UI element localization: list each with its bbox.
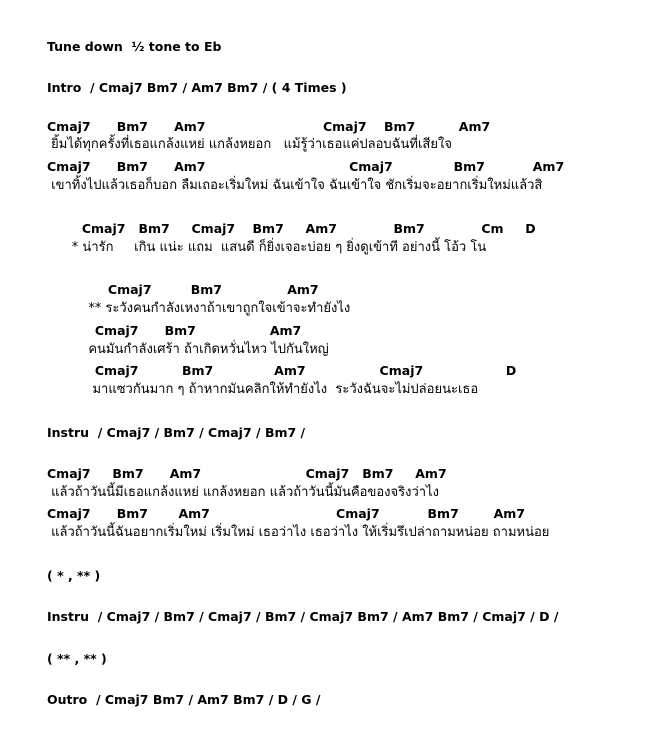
verse1-chords-2: Cmaj7 Bm7 Am7 Cmaj7 Bm7 Am7 — [47, 159, 565, 174]
verse2-lyrics-1: แล้วถ้าวันนี้มีเธอแกล้งแหย่ แกล้งหยอก แล้วถ้าวันนี้มันคือของจริงว่าไง — [47, 485, 439, 500]
outro-line: Outro / Cmaj7 Bm7 / Am7 Bm7 / D / G / — [47, 692, 321, 707]
verse2-chords-2: Cmaj7 Bm7 Am7 Cmaj7 Bm7 Am7 — [47, 506, 525, 521]
part-star-chords: Cmaj7 Bm7 Cmaj7 Bm7 Am7 Bm7 Cm D — [47, 221, 536, 236]
verse1-lyrics-1: ยิ้มได้ทุกครั้งที่เธอแกล้งแหย่ แกล้งหยอก แม้รู้ว่าเธอแค่ปลอบฉันที่เสียใจ — [47, 137, 452, 152]
part-star-lyrics: * น่ารัก เกิน แน่ะ แถม แสนดี ก็ยิ่งเจอะบ่อย ๆ ยิ่งดูเข้าที อย่างนี้ โอ้ว โน — [47, 240, 487, 255]
verse1-lyrics-2: เขาทิ้งไปแล้วเธอก็บอก ลืมเถอะเริ่มใหม่ ฉันเข้าใจ ฉันเข้าใจ ชักเริ่มจะอยากเริ่มใหม่แล้วสิ — [47, 178, 543, 193]
part-double-star-lyrics-1: ** ระวังคนกำลังเหงาถ้าเขาถูกใจเข้าจะทำยังไง — [47, 301, 351, 316]
part-double-star-chords-2: Cmaj7 Bm7 Am7 — [47, 323, 302, 338]
part-double-star-chords-3: Cmaj7 Bm7 Am7 Cmaj7 D — [47, 363, 517, 378]
intro-line: Intro / Cmaj7 Bm7 / Am7 Bm7 / ( 4 Times ) — [47, 80, 347, 95]
repeat-line-1: ( * , ** ) — [47, 568, 101, 583]
verse1-chords-1: Cmaj7 Bm7 Am7 Cmaj7 Bm7 Am7 — [47, 119, 491, 134]
part-double-star-chords-1: Cmaj7 Bm7 Am7 — [47, 282, 319, 297]
verse2-chords-1: Cmaj7 Bm7 Am7 Cmaj7 Bm7 Am7 — [47, 466, 447, 481]
part-double-star-lyrics-2: คนมันกำลังเศร้า ถ้าเกิดหวั่นไหว ไปกันใหญ่ — [47, 342, 329, 357]
part-double-star-lyrics-3: มาแซวกันมาก ๆ ถ้าหากมันคลิกให้ทำยังไง ระวังฉันจะไม่ปล่อยนะเธอ — [47, 382, 479, 397]
tuning-note: Tune down ½ tone to Eb — [47, 39, 222, 54]
instru-line-2: Instru / Cmaj7 / Bm7 / Cmaj7 / Bm7 / Cmaj7 Bm7 / Am7 Bm7 / Cmaj7 / D / — [47, 609, 559, 624]
instru-line-1: Instru / Cmaj7 / Bm7 / Cmaj7 / Bm7 / — [47, 425, 306, 440]
repeat-line-2: ( ** , ** ) — [47, 651, 107, 666]
verse2-lyrics-2: แล้วถ้าวันนี้ฉันอยากเริ่มใหม่ เริ่มใหม่ เธอว่าไง เธอว่าไง ให้เริ่มรึเปล่าถามหน่อย ถามหน่อย — [47, 525, 550, 540]
